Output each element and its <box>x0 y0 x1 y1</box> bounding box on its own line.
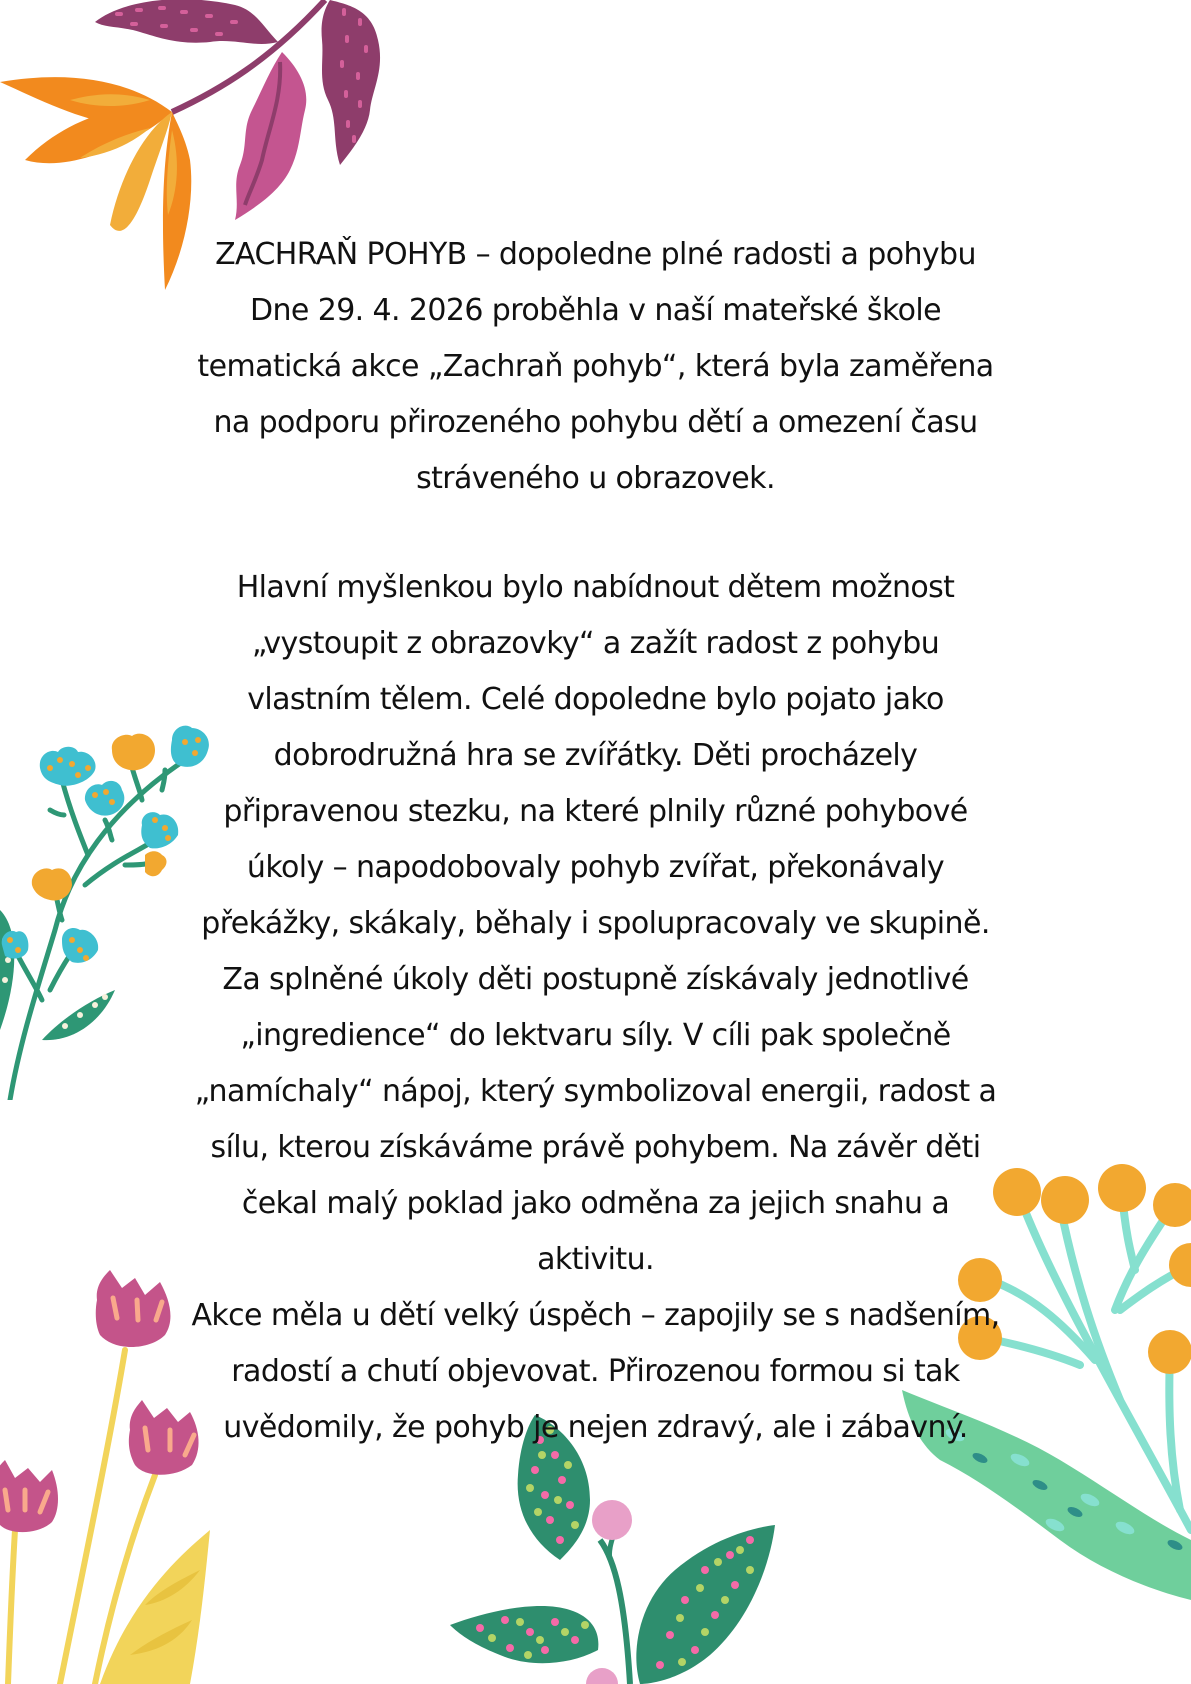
body-line: „namíchaly“ nápoj, který symbolizoval energii, radost a <box>194 1074 997 1109</box>
intro-line: tematická akce „Zachraň pohyb“, která byla zaměřena <box>197 349 994 384</box>
body-line: „vystoupit z obrazovky“ a zažít radost z pohybu <box>251 626 940 661</box>
body-line: sílu, kterou získáváme právě pohybem. Na závěr děti <box>210 1130 981 1165</box>
body-line: čekal malý poklad jako odměna za jejich snahu a <box>241 1186 950 1221</box>
body-line: aktivitu. <box>537 1242 654 1277</box>
body-line: Za splněné úkoly děti postupně získávaly jednotlivé <box>222 962 969 997</box>
body-line: radostí a chutí objevovat. Přirozenou formou si tak <box>231 1354 960 1389</box>
body-line: „ingredience“ do lektvaru síly. V cíli pak společně <box>240 1018 951 1053</box>
body-line: dobrodružná hra se zvířátky. Děti procházely <box>273 738 918 773</box>
intro-paragraph <box>160 227 1031 507</box>
body-line: překážky, skákaly, běhaly i spolupracovaly ve skupině. <box>201 906 990 941</box>
body-line: Akce měla u dětí velký úspěch – zapojily se s nadšením, <box>191 1298 1000 1333</box>
body-line: uvědomily, že pohyb je nejen zdravý, ale i zábavný. <box>223 1410 968 1445</box>
intro-line: Dne 29. 4. 2026 proběhla v naší mateřské škole <box>250 293 941 328</box>
body-line: vlastním tělem. Celé dopoledne bylo pojato jako <box>247 682 944 717</box>
body-paragraph <box>160 560 1031 1456</box>
document-title: ZACHRAŇ POHYB – dopoledne plné radosti a pohybu <box>215 237 976 272</box>
intro-line: stráveného u obrazovek. <box>416 461 775 496</box>
body-line: Hlavní myšlenkou bylo nabídnout dětem možnost <box>236 570 955 605</box>
body-line: úkoly – napodobovaly pohyb zvířat, překonávaly <box>246 850 945 885</box>
body-line: připravenou stezku, na které plnily různé pohybové <box>223 794 968 829</box>
intro-line: na podporu přirozeného pohybu dětí a omezení času <box>213 405 978 440</box>
